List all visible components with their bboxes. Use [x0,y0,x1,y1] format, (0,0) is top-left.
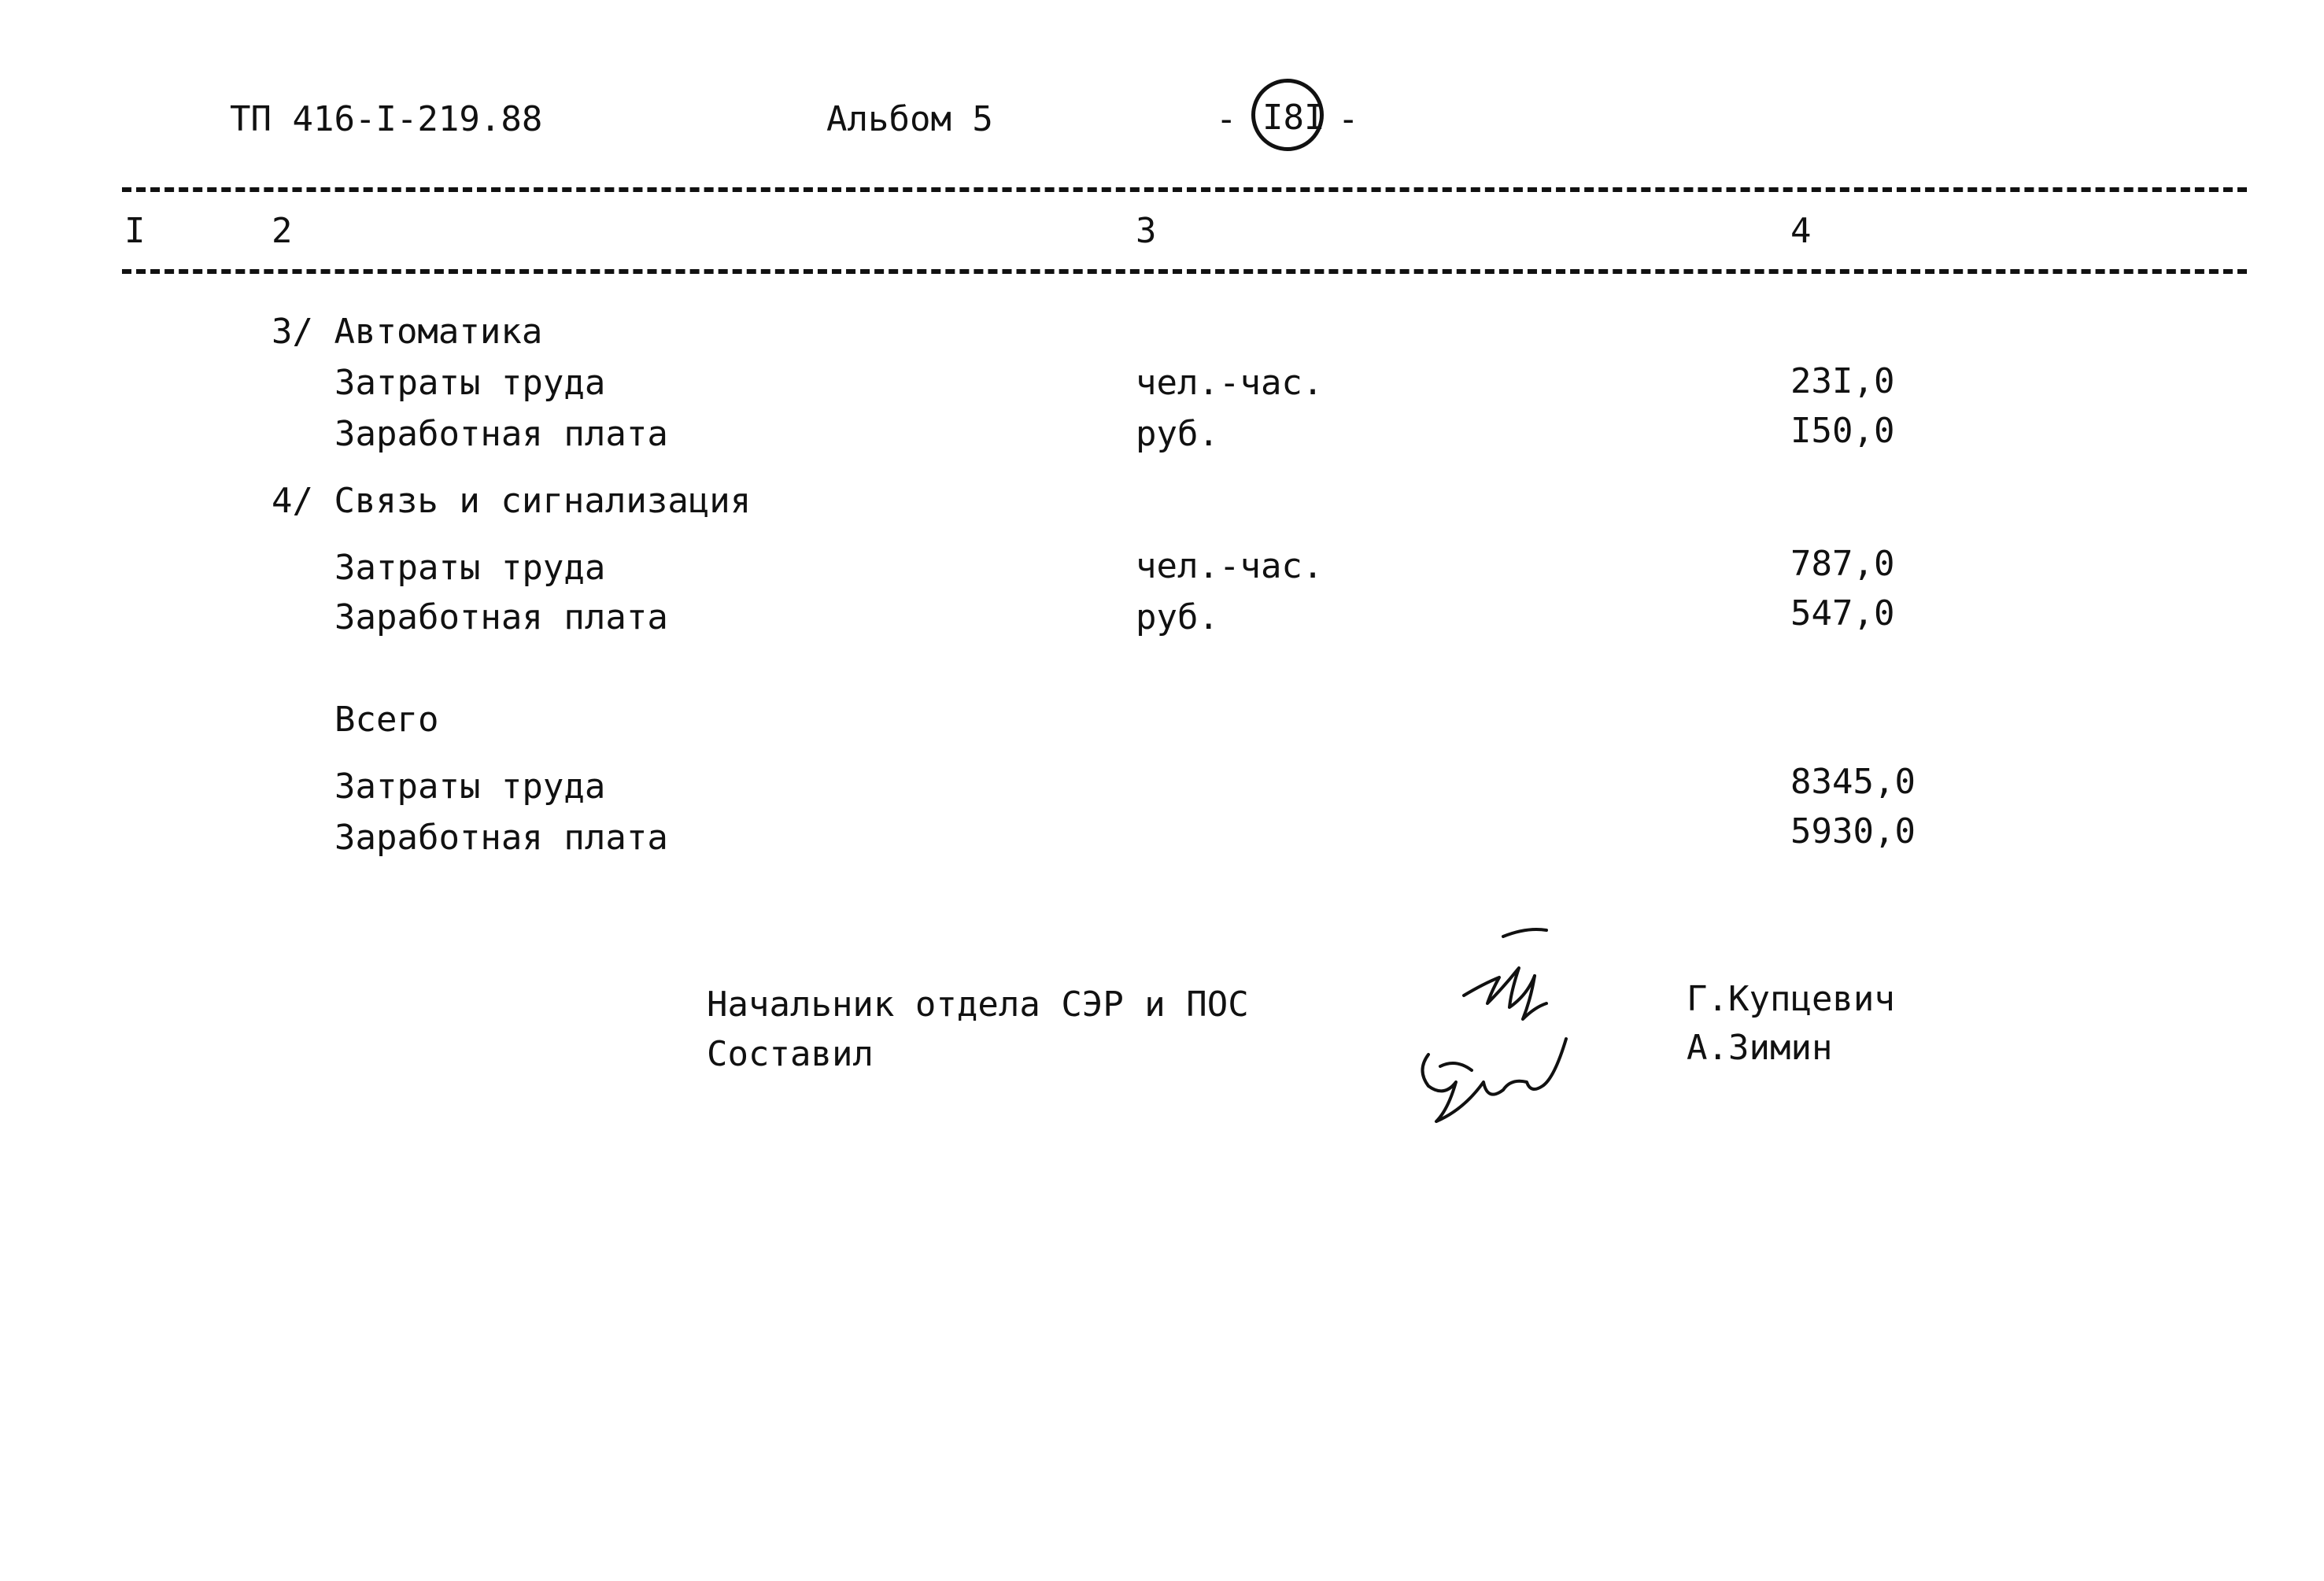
column-header-1: I [124,211,146,251]
row-unit: чел.-час. [1136,363,1324,403]
total-row-value: 5930,0 [1790,811,1916,851]
total-row-label: Заработная плата [334,818,668,858]
total-row-value: 8345,0 [1790,762,1916,802]
row-label: Заработная плата [334,597,668,637]
total-title: Всего [334,700,439,740]
page-dash-left: - [1216,99,1237,139]
row-value: I50,0 [1790,411,1895,451]
row-label: Затраты труда [334,363,606,403]
row-value: 787,0 [1790,544,1895,584]
handwritten-signature-icon [1409,921,1629,1133]
column-header-4: 4 [1790,211,1812,251]
row-unit: руб. [1136,414,1219,454]
header-dashed-rule [122,269,2247,274]
signature-role-head: Начальник отдела СЭР и ПОС [707,984,1249,1025]
row-unit: руб. [1136,597,1219,637]
row-label: Затраты труда [334,548,606,588]
row-value: 23I,0 [1790,361,1895,401]
column-header-3: 3 [1136,211,1157,251]
signature-name-head: Г.Купцевич [1687,979,1895,1019]
page-number: I8I [1262,98,1325,138]
section-title-communication: 4/ Связь и сигнализация [272,481,752,521]
document-code: ТП 416-I-219.88 [230,99,543,139]
top-dashed-rule [122,187,2247,192]
page-dash-right: - [1338,99,1359,139]
column-header-2: 2 [272,211,293,251]
row-value: 547,0 [1790,593,1895,634]
section-title-automation: 3/ Автоматика [272,312,543,352]
signature-role-compiler: Составил [707,1034,874,1074]
total-row-label: Затраты труда [334,766,606,807]
row-label: Заработная плата [334,414,668,454]
row-unit: чел.-час. [1136,546,1324,586]
album-label: Альбом 5 [826,99,993,139]
signature-name-compiler: А.Зимин [1687,1028,1833,1068]
